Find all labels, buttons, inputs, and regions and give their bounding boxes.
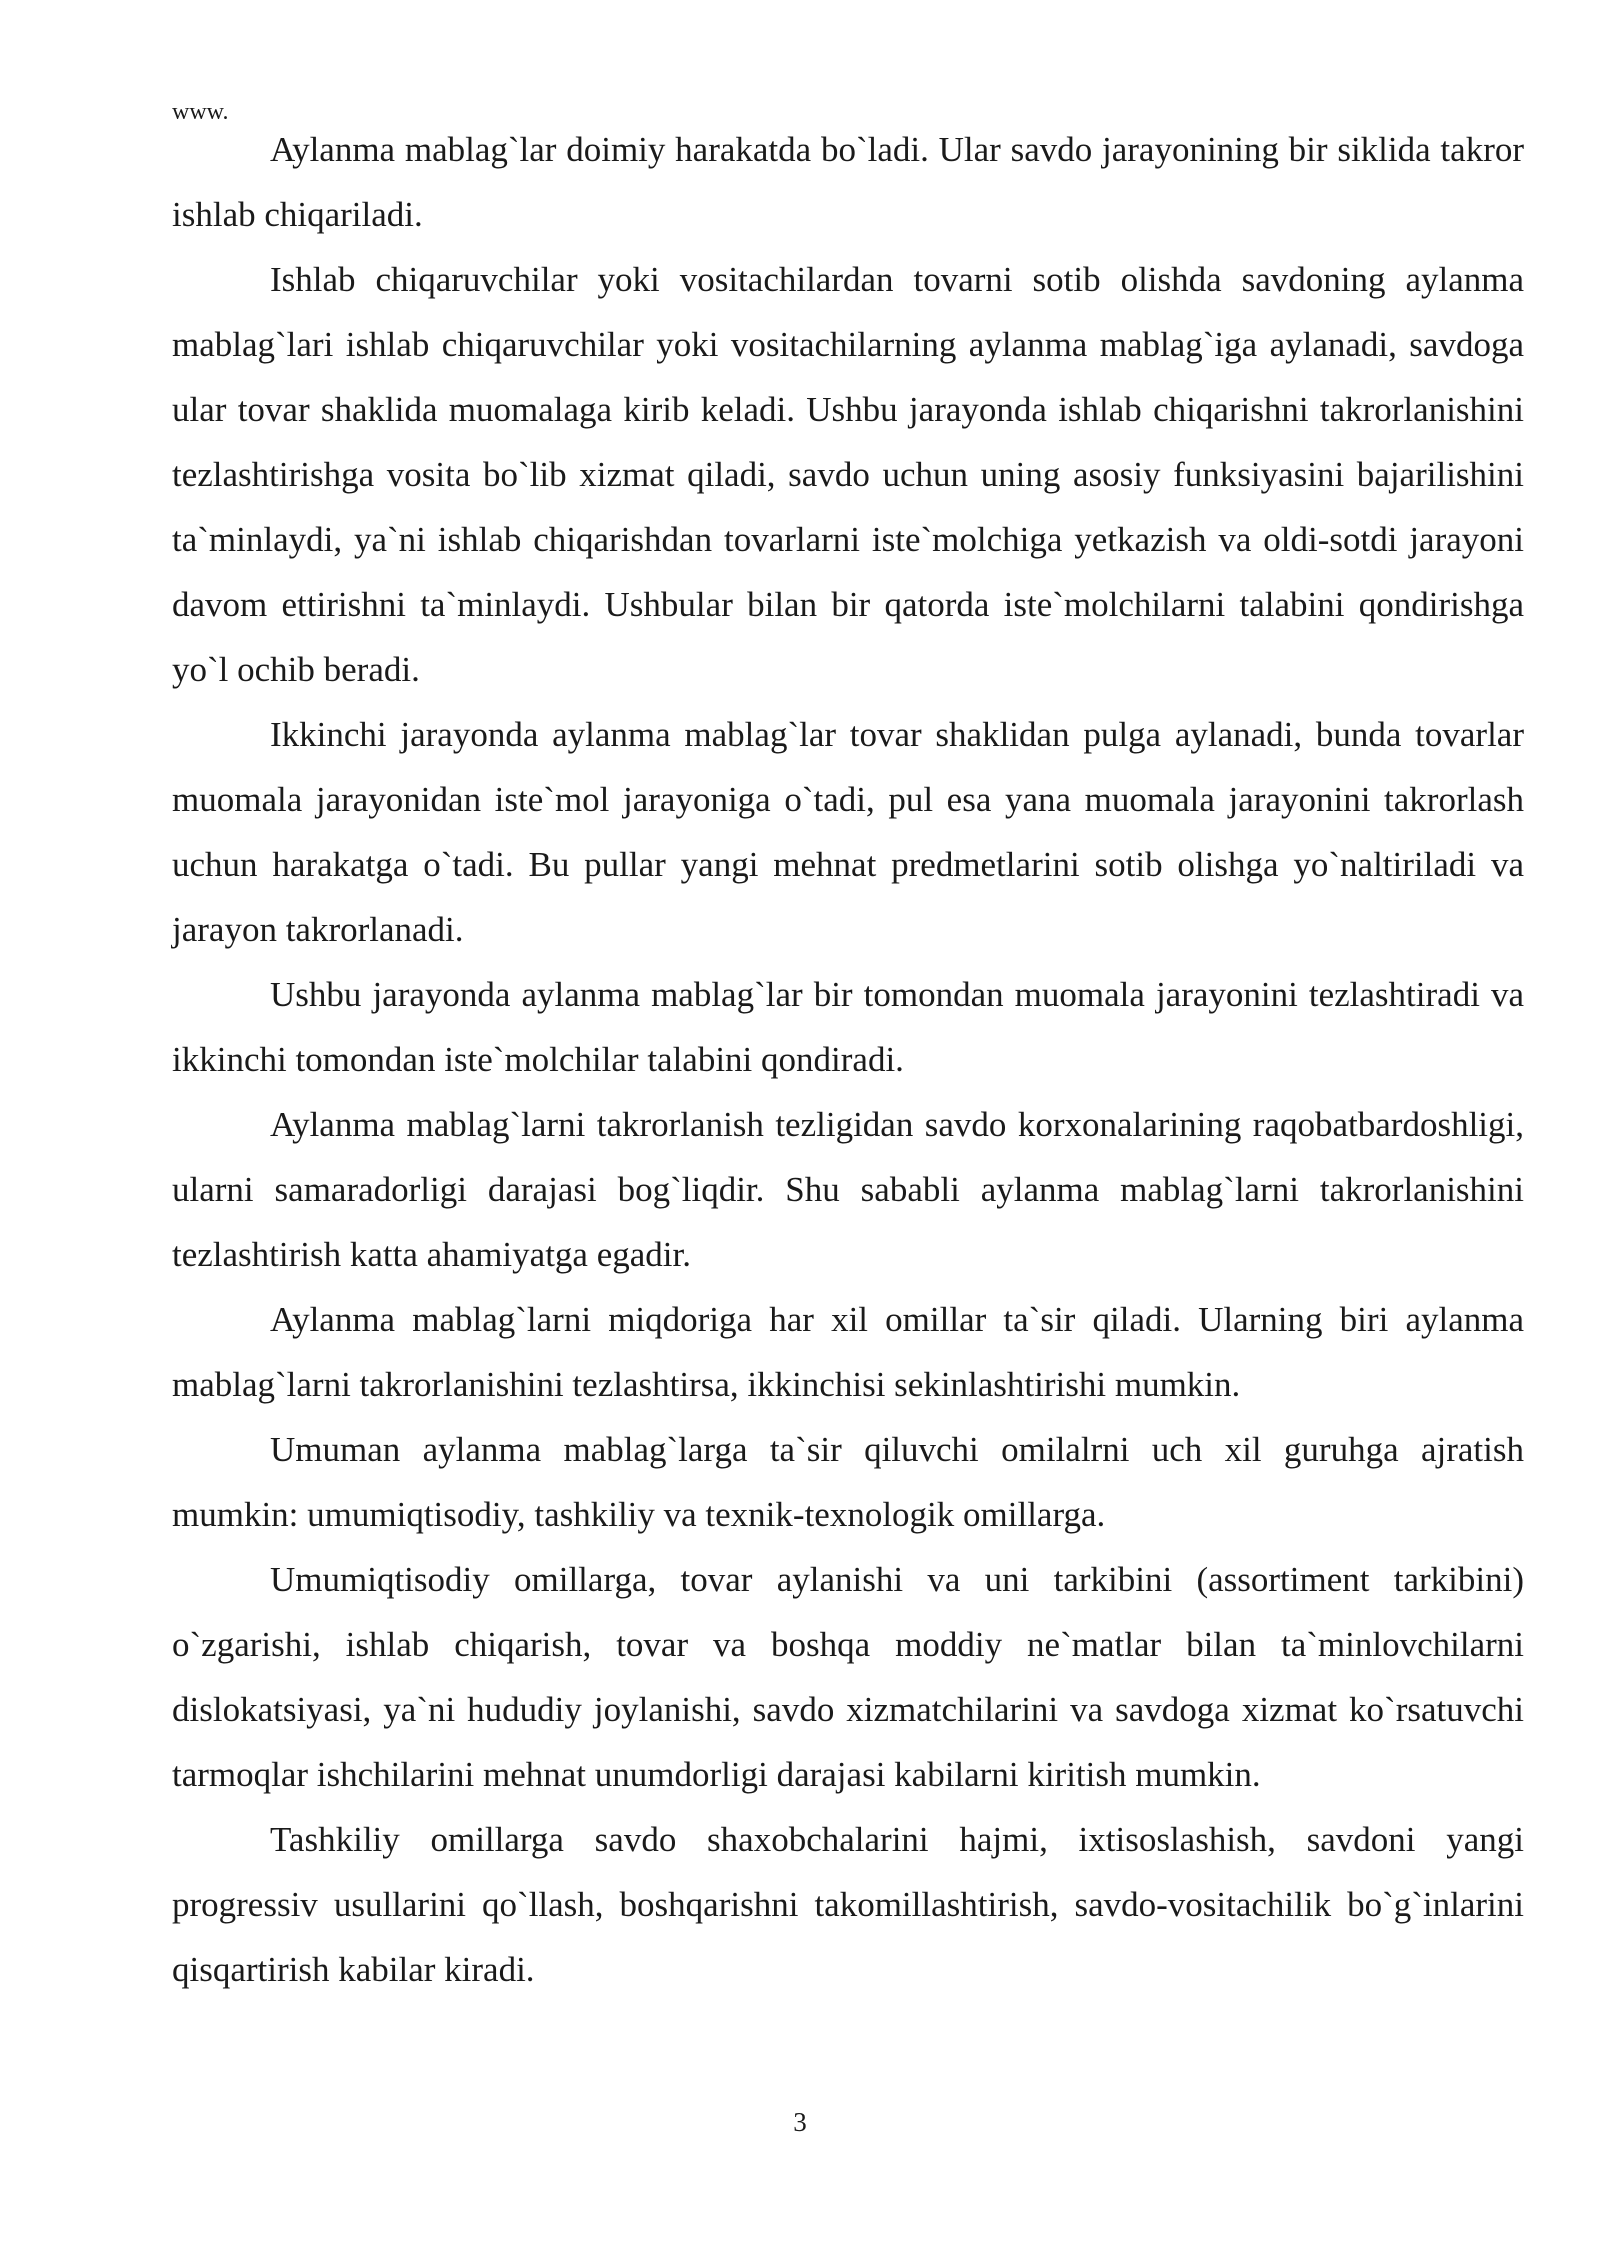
paragraph: Aylanma mablag`larni takrorlanish tezligidan savdo korxonalarining raqobatbardoshligi, ularni samaradorligi darajasi bog`liqdir. Shu sababli aylanma mablag`larni takrorlanishini tezlashtirish katta ahamiyatga egadir.	[172, 1105, 1524, 1274]
document-body	[172, 117, 1524, 2002]
paragraph: Aylanma mablag`larni miqdoriga har xil omillar ta`sir qiladi. Ularning biri aylanma mablag`larni takrorlanishini tezlashtirsa, ikkinchisi sekinlashtirishi mumkin.	[172, 1300, 1524, 1404]
paragraph: Ushbu jarayonda aylanma mablag`lar bir tomondan muomala jarayonini tezlashtiradi va ikkinchi tomondan iste`molchilar talabini qondiradi.	[172, 975, 1524, 1079]
paragraph: Ishlab chiqaruvchilar yoki vositachilardan tovarni sotib olishda savdoning aylanma mablag`lari ishlab chiqaruvchilar yoki vositachilarning aylanma mablag`iga aylanadi, savdoga ular tovar shaklida muomalaga kirib keladi. Ushbu jarayonda ishlab chiqarishni takrorlanishini tezlashtirishga vosita bo`lib xizmat qiladi, savdo uchun uning asosiy funksiyasini bajarilishini ta`minlaydi, ya`ni ishlab chiqarishdan tovarlarni iste`molchiga yetkazish va oldi-sotdi jarayoni davom ettirishni ta`minlaydi. Ushbular bilan bir qatorda iste`molchilarni talabini qondirishga yo`l ochib beradi.	[172, 260, 1524, 689]
header-mark: www.	[172, 99, 229, 125]
paragraph: Ikkinchi jarayonda aylanma mablag`lar tovar shaklidan pulga aylanadi, bunda tovarlar muomala jarayonidan iste`mol jarayoniga o`tadi, pul esa yana muomala jarayonini takrorlash uchun harakatga o`tadi. Bu pullar yangi mehnat predmetlarini sotib olishga yo`naltiriladi va jarayon takrorlanadi.	[172, 715, 1524, 949]
paragraph: Tashkiliy omillarga savdo shaxobchalarini hajmi, ixtisoslashish, savdoni yangi progressiv usullarini qo`llash, boshqarishni takomillashtirish, savdo-vositachilik bo`g`inlarini qisqartirish kabilar kiradi.	[172, 1820, 1524, 1989]
page-number: 3	[793, 2107, 807, 2137]
paragraph: Umuman aylanma mablag`larga ta`sir qiluvchi omilalrni uch xil guruhga ajratish mumkin: umumiqtisodiy, tashkiliy va texnik-texnologik omillarga.	[172, 1430, 1524, 1534]
paragraph: Aylanma mablag`lar doimiy harakatda bo`ladi. Ular savdo jarayonining bir siklida takror ishlab chiqariladi.	[172, 130, 1524, 234]
paragraph: Umumiqtisodiy omillarga, tovar aylanishi va uni tarkibini (assortiment tarkibini) o`zgarishi, ishlab chiqarish, tovar va boshqa moddiy ne`matlar bilan ta`minlovchilarni dislokatsiyasi, ya`ni hududiy joylanishi, savdo xizmatchilarini va savdoga xizmat ko`rsatuvchi tarmoqlar ishchilarini mehnat unumdorligi darajasi kabilarni kiritish mumkin.	[172, 1560, 1524, 1794]
